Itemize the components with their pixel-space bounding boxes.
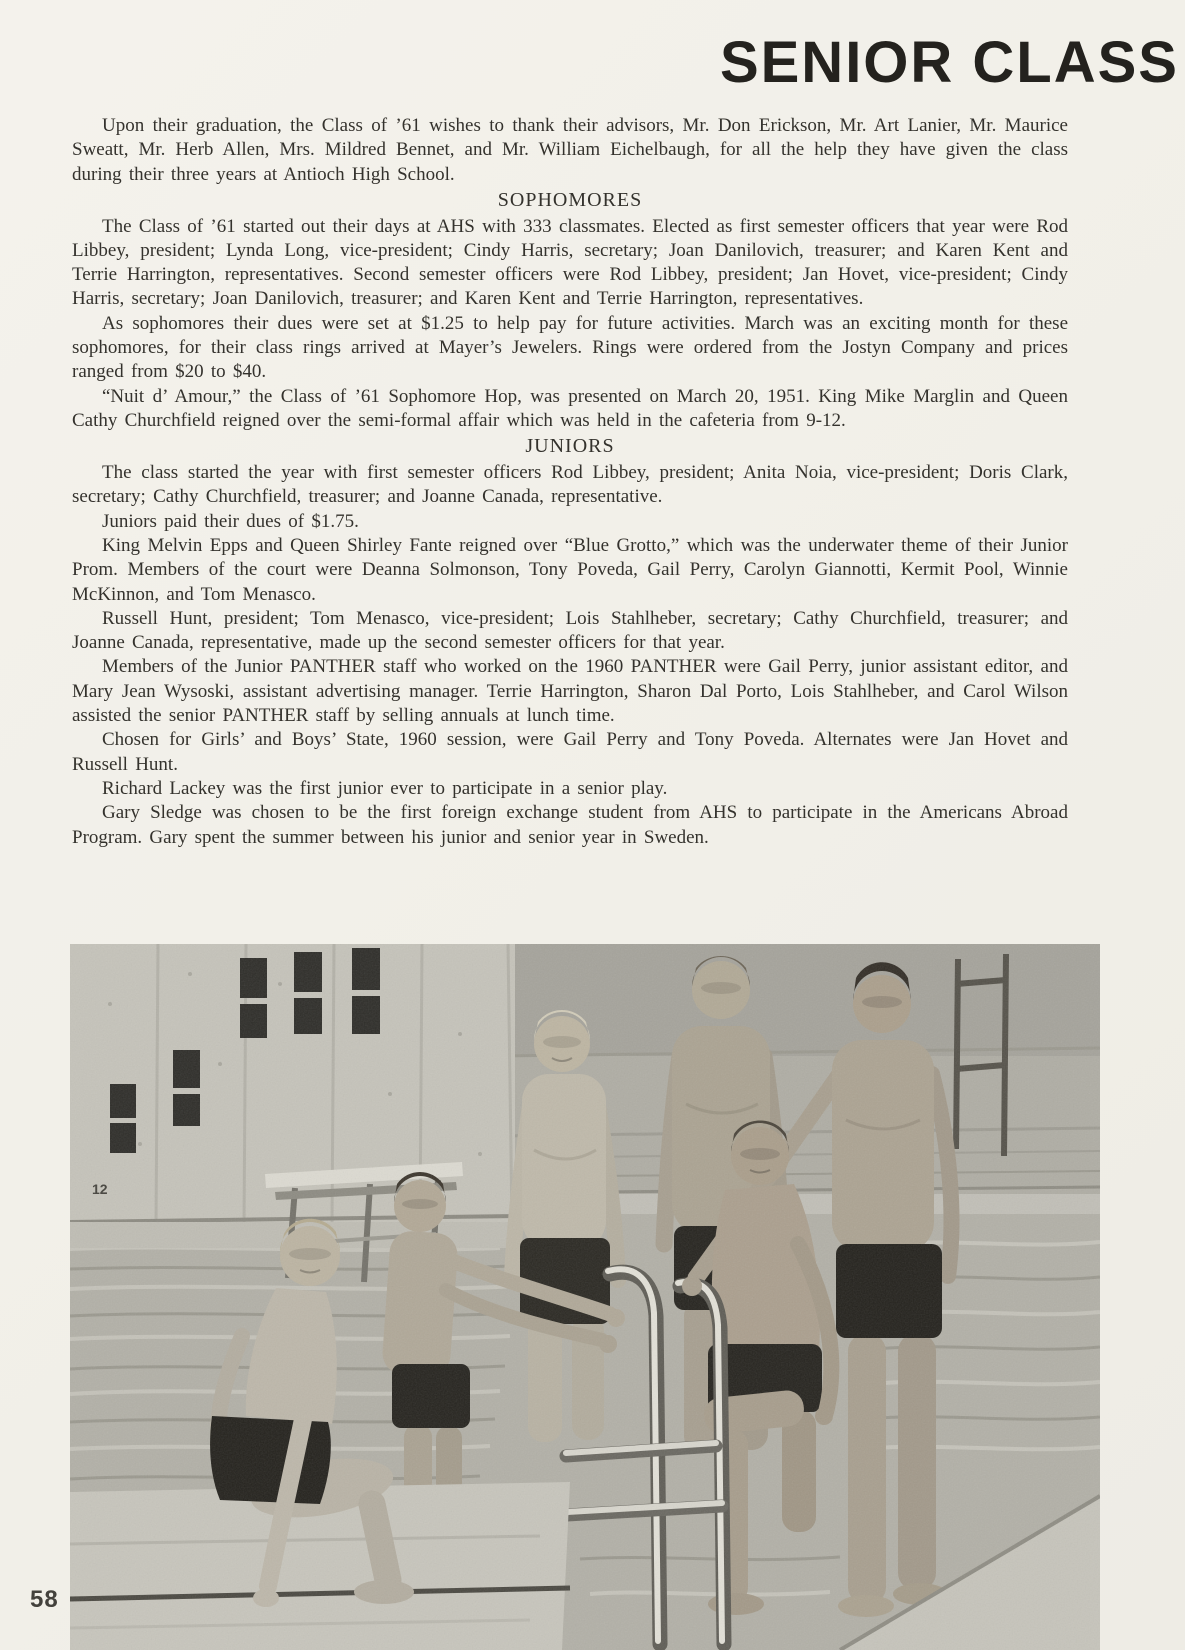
paragraph: Russell Hunt, president; Tom Menasco, vice-president; Lois Stahlheber, secretary; Cathy Churchfield, treasurer; and Joanne Canada, representative, made up the second semester officers for that year. xyxy=(72,607,1068,654)
page-title: SENIOR CLASS xyxy=(719,30,1179,95)
paragraph: Juniors paid their dues of $1.75. xyxy=(102,510,359,532)
paragraph: The class started the year with first semester officers Rod Libbey, president; Anita Noia, vice-president; Doris Clark, secretary; Cathy Churchfield, treasurer; and Joanne Canada, representative. xyxy=(72,461,1068,508)
paragraph: Upon their graduation, the Class of ’61 wishes to thank their advisors, Mr. Don Erickson, Mr. Art Lanier, Mr. Maurice Sweatt, Mr. Herb Allen, Mrs. Mildred Bennet, and Mr. William Eichelbaugh, for all the help they have given the class during their three years at Antioch High School. xyxy=(72,115,1068,185)
paragraph: Chosen for Girls’ and Boys’ State, 1960 session, were Gail Perry and Tony Poveda. Alternates were Jan Hovet and Russell Hunt. xyxy=(72,729,1068,775)
paragraph: King Melvin Epps and Queen Shirley Fante reigned over “Blue Grotto,” which was the underwater theme of their Junior Prom. Members of the court were Deanna Solmonson, Tony Poveda, Gail Perry, Carolyn Giannotti, Kermit Pool, Winnie McKinnon, and Tom Menasco. xyxy=(72,534,1068,605)
section-heading-juniors: JUNIORS xyxy=(525,435,615,458)
paragraph: Members of the Junior PANTHER staff who worked on the 1960 PANTHER were Gail Perry, junior assistant editor, and Mary Jean Wysoski, assistant advertising manager. Terrie Harrington, Sharon Dal Porto, Lois Stahlheber, and Carol Wilson assisted the senior PANTHER staff by selling annuals at lunch time. xyxy=(72,656,1068,727)
paragraph: Gary Sledge was chosen to be the first foreign exchange student from AHS to participate in the Americans Abroad Program. Gary spent the summer between his junior and senior year in Sweden. xyxy=(72,802,1068,848)
paragraph: “Nuit d’ Amour,” the Class of ’61 Sophomore Hop, was presented on March 20, 1951. King Mike Marglin and Queen Cathy Churchfield reigned over the semi-formal affair which was held in the cafeteria from 9-12. xyxy=(72,385,1068,432)
pool-photo xyxy=(70,944,1100,1650)
photo-grain xyxy=(70,944,1100,1650)
section-heading-sophomores: SOPHOMORES xyxy=(497,188,643,211)
paragraph: Richard Lackey was the first junior ever to participate in a senior play. xyxy=(102,778,668,799)
paragraph: The Class of ’61 started out their days at AHS with 333 classmates. Elected as first semester officers that year were Rod Libbey, president; Lynda Long, vice-president; Cindy Harris, secretary; Joan Danilovich, treasurer; and Karen Kent and Terrie Harrington, representatives. Second semester officers were Rod Libbey, president; Jan Hovet, vice-president; Cindy Harris, secretary; Joan Danilovich, treasurer; and Karen Kent and Terrie Harrington, representatives. xyxy=(72,215,1068,310)
article-body xyxy=(72,114,1068,850)
paragraph: As sophomores their dues were set at $1.25 to help pay for future activities. March was an exciting month for these sophomores, for their class rings arrived at Mayer’s Jewelers. Rings were ordered from the Jostyn Company and prices ranged from $20 to $40. xyxy=(72,312,1068,383)
page-number: 58 xyxy=(30,1586,59,1613)
